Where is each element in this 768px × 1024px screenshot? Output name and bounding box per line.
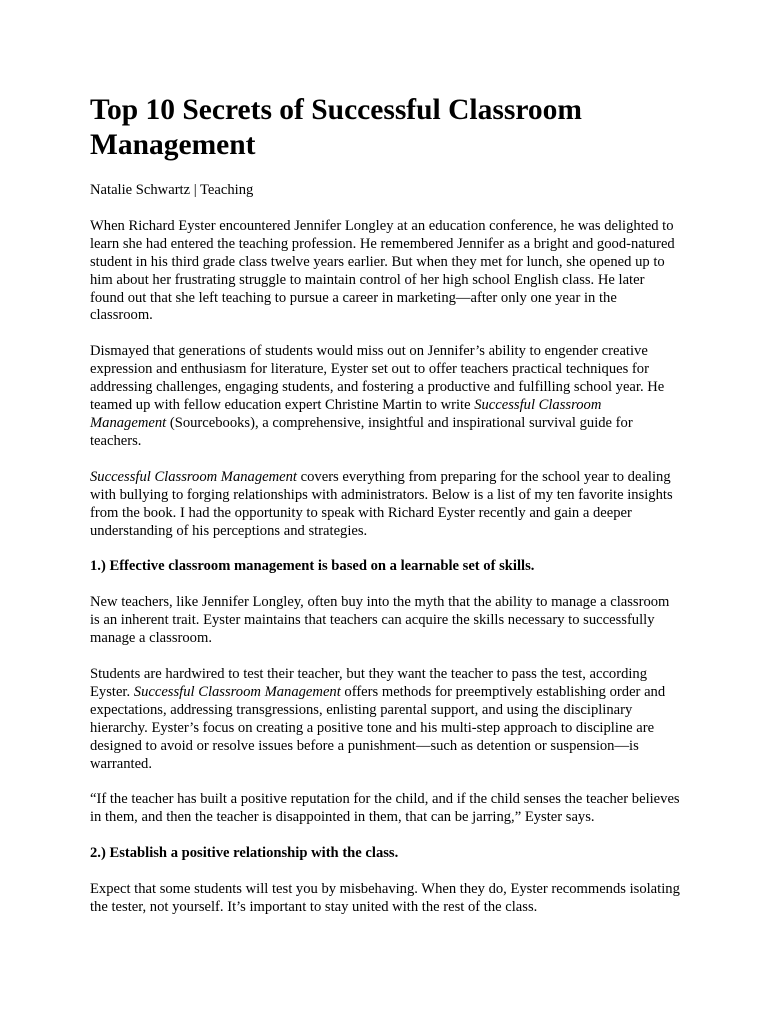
quote-paragraph: “If the teacher has built a positive reputation for the child, and if the child senses the teacher believes in them, and then the teacher is disappointed in them, that can be jarring,” Eyster says. [90, 791, 680, 826]
paragraph-3-text-b: covers everything from preparing for the school year to dealing with bullying to forging relationships with administrators. Below is a list of my ten favorite insights from the book. I had the opportunity to speak with Richard Eyster recently and gain a deeper understanding of his perceptions and strategies. [90, 468, 673, 539]
byline: Natalie Schwartz | Teaching [90, 182, 254, 198]
paragraph-5-text-a: Students are hardwired to test their teacher, but they want the teacher to pass the test, according Eyster. [90, 666, 648, 700]
paragraph-2-text-a: Dismayed that generations of students would miss out on Jennifer’s ability to engender creative expression and enthusiasm for literature, Eyster set out to offer teachers practical techniques for addressing challenges, engaging students, and fostering a productive and fulfilling school year. He teamed up with fellow education expert Christine Martin to write [90, 343, 665, 414]
book-title: Successful Classroom Management [133, 683, 341, 700]
article [90, 93, 680, 935]
article-title: Top 10 Secrets of Successful Classroom Management [90, 94, 582, 161]
paragraph-4: New teachers, like Jennifer Longley, often buy into the myth that the ability to manage a classroom is an inherent trait. Eyster maintains that teachers can acquire the skills necessary to successfully manage a classroom. [90, 594, 670, 647]
book-title: Successful Classroom Management [90, 468, 297, 485]
book-title: Successful Classroom Management [90, 397, 602, 431]
section-heading-1: 1.) Effective classroom management is based on a learnable set of skills. [90, 558, 535, 575]
paragraph-5-text-c: offers methods for preemptively establishing order and expectations, addressing transgressions, enlisting parental support, and using the disciplinary hierarchy. Eyster’s focus on creating a positive tone and his multi-step approach to discipline are designed to avoid or resolve issues before a punishment—such as detention or suspension—is warranted. [90, 683, 666, 772]
section-heading-2: 2.) Establish a positive relationship with the class. [90, 845, 399, 862]
paragraph-3 [90, 469, 680, 541]
paragraph-7: Expect that some students will test you by misbehaving. When they do, Eyster recommends isolating the tester, not yourself. It’s important to stay united with the rest of the class. [90, 881, 680, 916]
paragraph-1: When Richard Eyster encountered Jennifer Longley at an education conference, he was delighted to learn she had entered the teaching profession. He remembered Jennifer as a bright and good-natured student in his third grade class twelve years earlier. But when they met for lunch, she opened up to him about her frustrating struggle to maintain control of her high school English class. He later found out that she left teaching to pursue a career in marketing—after only one year in the classroom. [90, 217, 675, 324]
paragraph-2 [90, 343, 680, 450]
paragraph-2-text-c: (Sourcebooks), a comprehensive, insightful and inspirational survival guide for teachers. [90, 414, 633, 449]
paragraph-5 [90, 666, 680, 773]
